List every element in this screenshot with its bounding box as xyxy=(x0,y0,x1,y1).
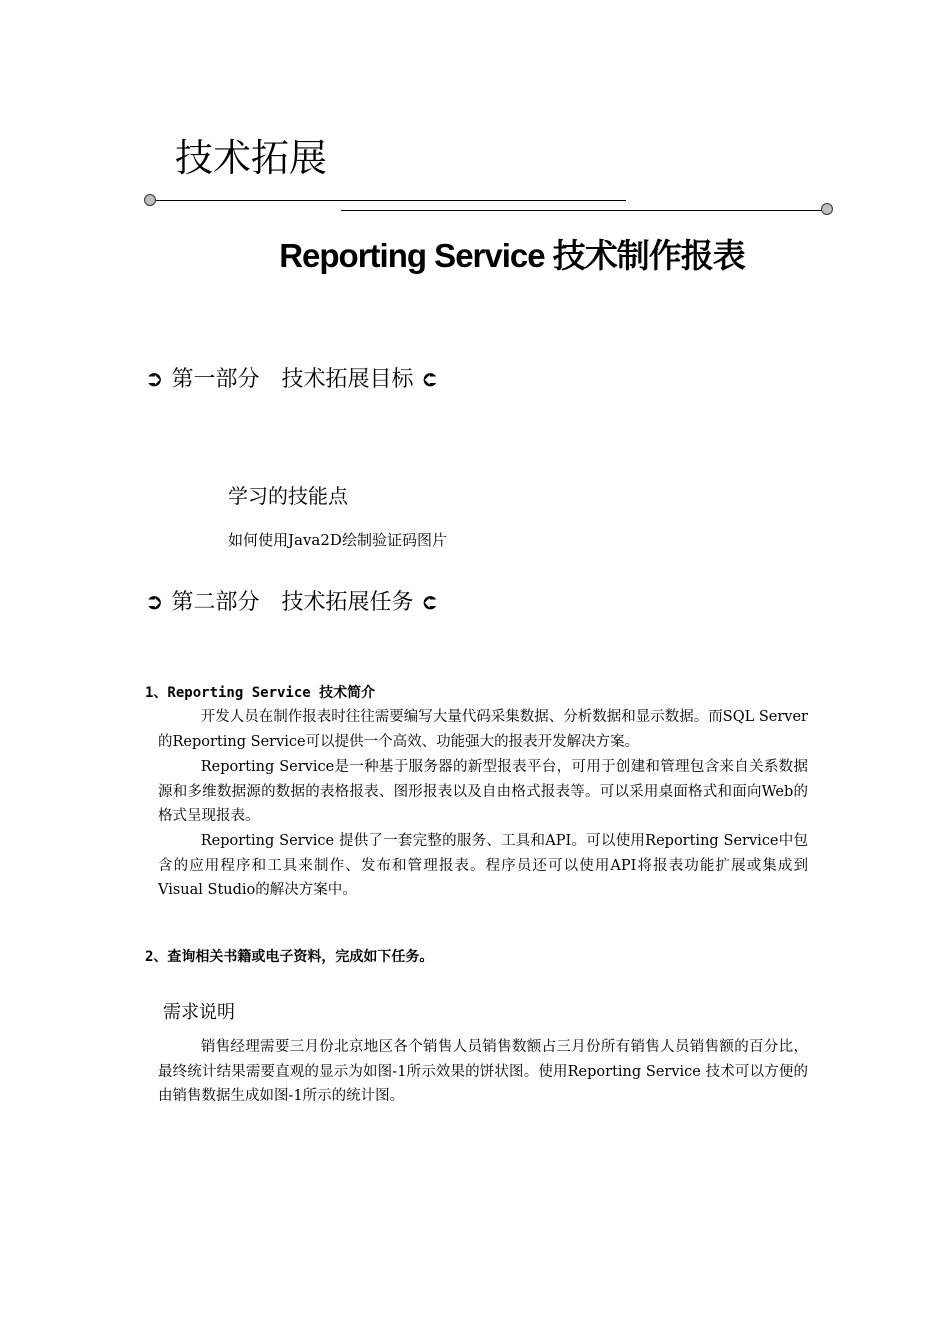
arrow-left-icon: ➲ xyxy=(421,590,440,615)
skills-heading: 学习的技能点 xyxy=(228,484,348,508)
intro-paragraph-2: Reporting Service是一种基于服务器的新型报表平台，可用于创建和管理包含来自关系数据源和多维数据源的数据的表格报表、图形报表以及自由格式报表等。可以采用桌面格式和面向Web的格式呈现报表。 xyxy=(158,759,808,825)
rule-right-dot xyxy=(821,203,833,215)
skills-text: 如何使用Java2D绘制验证码图片 xyxy=(228,531,447,549)
arrow-right-icon: ➲ xyxy=(145,367,164,392)
intro-paragraph-1: 开发人员在制作报表时往往需要编写大量代码采集数据、分析数据和显示数据。而SQL Server的Reporting Service可以提供一个高效、功能强大的报表开发解决方案。 xyxy=(158,709,808,750)
document-title: Reporting Service 技术制作报表 xyxy=(279,237,745,274)
requirement-paragraph: 销售经理需要三月份北京地区各个销售人员销售数额占三月份所有销售人员销售额的百分比，最终统计结果需要直观的显示为如图-1所示效果的饼状图。使用Reporting Service 技术可以方便的由销售数据生成如图-1所示的统计图。 xyxy=(158,1039,808,1105)
part-two-title: 技术拓展任务 xyxy=(281,590,414,615)
part-two-label: 第二部分 xyxy=(171,590,260,615)
part-two-heading xyxy=(145,587,440,619)
part-one-heading xyxy=(145,364,440,396)
rule-upper xyxy=(156,200,626,201)
chapter-title: 技术拓展 xyxy=(175,136,328,180)
rule-lower xyxy=(341,210,822,211)
intro-paragraph-3: Reporting Service 提供了一套完整的服务、工具和API。可以使用Reporting Service中包含的应用程序和工具来制作、发布和管理报表。程序员还可以使用API将报表功能扩展或集成到Visual Studio的解决方案中。 xyxy=(158,833,808,899)
part-one-label: 第一部分 xyxy=(171,367,260,392)
section-one-heading: 1、Reporting Service 技术简介 xyxy=(145,685,376,701)
section-two-heading: 2、查询相关书籍或电子资料，完成如下任务。 xyxy=(145,949,434,965)
rule-left-dot xyxy=(144,194,156,206)
requirement-heading: 需求说明 xyxy=(163,1002,235,1023)
arrow-right-icon: ➲ xyxy=(145,590,164,615)
part-one-title: 技术拓展目标 xyxy=(281,367,414,392)
arrow-left-icon: ➲ xyxy=(421,367,440,392)
